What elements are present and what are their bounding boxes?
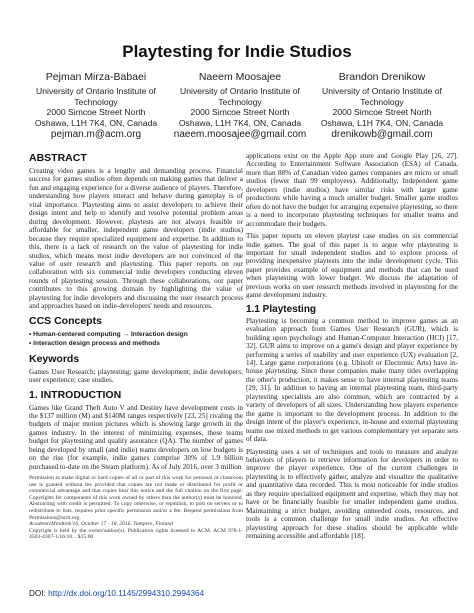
author-block-2	[170, 71, 310, 141]
author-name: Pejman Mirza-Babaei	[45, 71, 147, 83]
ccs-heading: CCS Concepts	[29, 314, 102, 327]
introduction-heading: 1. INTRODUCTION	[29, 388, 122, 401]
permission-text: Permission to make digital or hard copies of all or part of this work for personal or classroom use is granted without fee provided that copies are not made or distributed for profit or commercial advantage and that copies bear this notice and the full citation on the first page. Copyrights for components of this work owned by others than the author(s) must be honored. Abstracting with credit is permitted. To copy otherwise, or republish, to post on servers or to redistribute to lists, requires prior specific permission and/or a fee. Request permissions from Permissions@acm.org.	[29, 475, 243, 521]
author-street: 2000 Simcoe Street North	[190, 107, 290, 117]
paper-title: Playtesting for Indie Studios	[122, 42, 352, 61]
abstract-text: Creating video games is a lengthy and demanding process. Financial success for games studios often depends on making games that deliver a fun and engaging experience for a diverse audience of players. Therefore, understanding how players interact and behave during gameplay is of vital importance. Playtesting aims to assist developers to achieve their design intent and help to identify and resolve potential problem areas during development. However, playtests are not always feasible or affordable for smaller, independent game developers (indie studios) because they require specialized equipment and expertise. In addition to this, there is a lack of research on the value of playtesting for indie studios, which means most indie developers are not convinced of the value of user research and playtesting. This paper reports on our collaboration with six commercial indie developers conducting eleven rounds of playtesting session. Through these collaborations, our paper contributes to this growing domain by highlighting the value of playtesting for indie developers and discussing the user research process and approaches based on indie-developers' needs and resources.	[29, 167, 243, 311]
venue-line: AcademicMindtrek'16, October 17 - 18, 2016, Tampere, Finland	[29, 521, 173, 528]
copyright-line: Copyright is held by the owner/author(s). Publication rights licensed to ACM. ACM 978-1-4503-4367-1/16/10…$15.00	[29, 527, 243, 541]
keywords-heading: Keywords	[29, 352, 80, 365]
author-name: Brandon Drenikow	[338, 71, 426, 83]
paragraph: Playtesting uses a set of techniques and tools to measure and analyze behaviors of players to retrieve information for developers in order to improve the player experience. One of the current challenges in playtesting is to effectively gather, analyze and visualize the qualitative and quantitative data recorded. This is most noticeable for indie studios as they require specialized equipment and expertise, which they may not have or be financially feasible for smaller independent game studios. Maintaining a strict budget, avoiding unneeded costs, resources, and tools is a common challenge for small indie studios. An effective playtesting approach for these studios should be applicable while remaining accessible and affordable [18].	[246, 447, 458, 541]
left-column	[29, 152, 243, 475]
ccs-line-2: • Interaction design process and methods	[29, 340, 160, 348]
doi-line	[29, 589, 329, 598]
author-email[interactable]: drenikowb@gmail.com	[331, 129, 433, 140]
ccs-concepts	[29, 330, 243, 349]
author-affiliation: University of Ontario Institute of Technology	[36, 86, 156, 107]
paragraph: Playtesting is becoming a common method to improve games as an evaluation approach from Games User Research (GUR), which is building upon psychology and Human-Computer Interaction (HCI) [17, 32]. GUR aims to improve on a game's design and player experience by performing a series of usability and user experience (UX) evaluation [2, 14]. Large game corporations (e.g. Ubisoft or Electronic Arts) have in-house playtesting. Since these companies make many titles overlapping the other's production, it makes sense to have internal playtesting teams [29, 31]. In addition to having an internal playtesting team, third-party playtesting specialists are also common, which are contracted by a variety of developers of all sizes. Understanding how players experience the game is important to the development process. In addition to the design intent of the player's experience, in-house and external playtesting teams use mixed methods to get various complementary yet separate sets of data.	[246, 316, 458, 444]
doi-link[interactable]: http://dx.doi.org/10.1145/2994310.2994364	[48, 589, 205, 598]
keywords-text: Games User Research; playtesting; game development; indie developers; user experience; case studies.	[29, 367, 243, 385]
author-affiliation: University of Ontario Institute of Technology	[322, 86, 442, 107]
author-block-1	[26, 71, 166, 141]
author-city: Oshawa, L1H 7K4, ON, Canada	[178, 117, 302, 128]
right-column	[246, 152, 458, 544]
author-email[interactable]: naeem.moosajee@gmail.com	[173, 129, 307, 140]
author-name: Naeem Moosajee	[198, 71, 282, 83]
author-street: 2000 Simcoe Street North	[332, 107, 432, 117]
author-city: Oshawa, L1H 7K4, ON, Canada	[320, 117, 444, 128]
permission-footnote	[29, 475, 243, 541]
author-city: Oshawa, L1H 7K4, ON, Canada	[34, 117, 158, 128]
paragraph: applications exist on the Apple App store and Google Play [26, 27]. According to Entertainment Software Association (ESA) of Canada, more than 88% of Canadian video games companies are micro or small studios (fewer than 99 employees). Additionally, Independent game developers (indie studios) have similar risks with larger game productions while having a much smaller budget. Smaller game studios often do not have the budget for arranging expensive playtesting, so there is a need to incorporate playtesting techniques for smaller teams and accommodate their budgets.	[246, 152, 458, 228]
author-affiliation: University of Ontario Institute of Technology	[180, 86, 300, 107]
abstract-heading: ABSTRACT	[29, 152, 87, 164]
introduction-text: Games like Grand Theft Auto V and Destiny have development costs in the $137 million (M) and $140M ranges respectively [23, 25] rivaling the budgets of major motion pictures which is showing large growth in the games industry. In the interest of minimizing expenses, these teams budget for playtesting and quality assurance (QA). The number of games being developed by small (and indie) teams developers on low budgets is on the rise (for example, indie games comprise 30% of 1.9 billion purchased to-date on the Steam platform). As of July 2016, over 3 million	[29, 403, 243, 471]
ccs-line-1: • Human-centered computing → Interaction design	[29, 330, 188, 338]
playtesting-heading: 1.1 Playtesting	[246, 303, 317, 315]
doi-label: DOI:	[29, 589, 46, 598]
author-block-3	[312, 71, 452, 141]
paragraph: This paper reports on eleven playtest case studies on six commercial indie games. The goal of this paper is to argue why playtesting is important for small independent studios and to explore process of providing inexpensive playtests into the indie development cycle. This paper provides example of equipment and methods that can be used when playtesting with lower budget. We discuss the adaptation of previous works on user research methods involved in playtesting for the game development industry.	[246, 232, 458, 300]
author-street: 2000 Simcoe Street North	[46, 107, 146, 117]
author-email[interactable]: pejman.m@acm.org	[50, 129, 142, 140]
